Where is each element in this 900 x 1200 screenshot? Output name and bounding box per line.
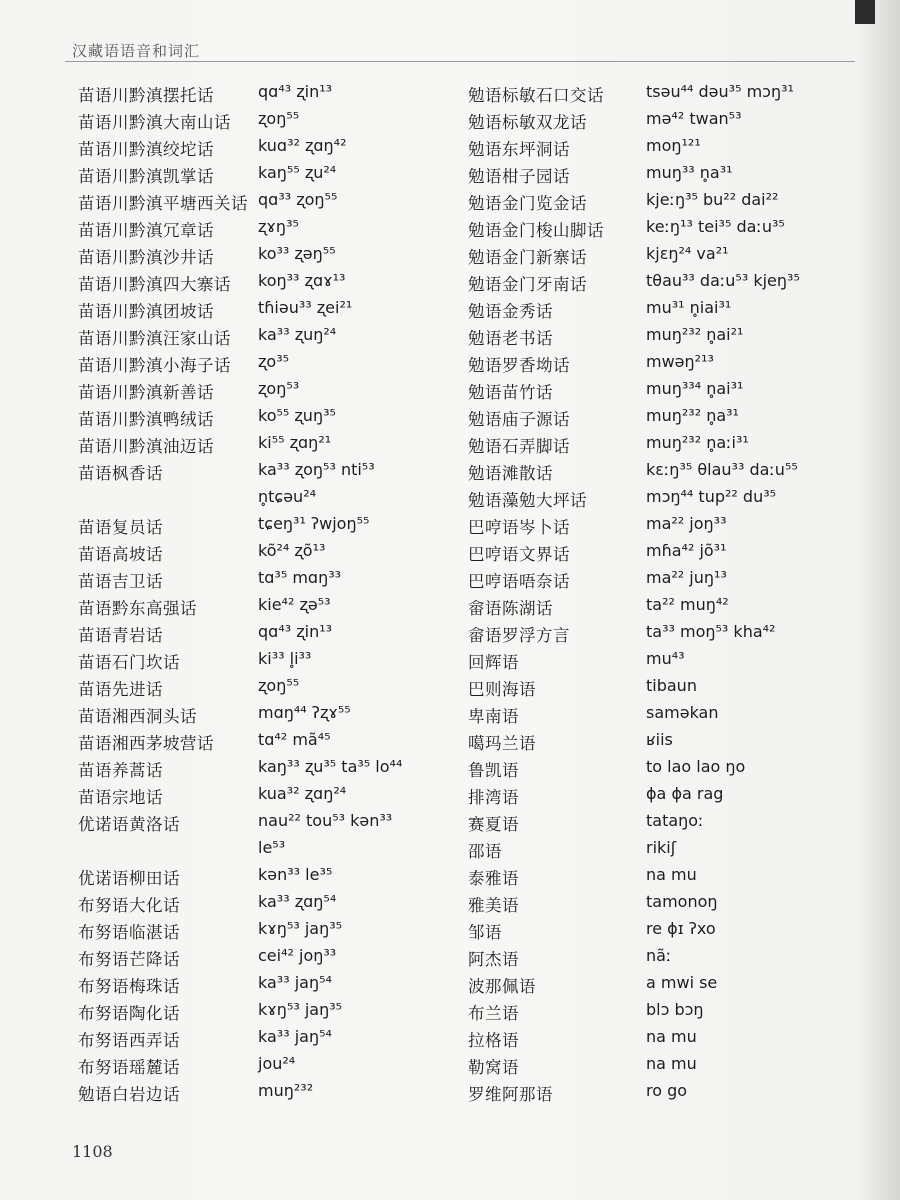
- page-number: 1108: [72, 1142, 113, 1161]
- language-name: 勉语罗香坳话: [468, 356, 570, 375]
- entry-row: [468, 124, 868, 159]
- ipa-form: ʐɤŋ³⁵: [258, 217, 299, 236]
- ipa-form: ka³³ ʐɑŋ⁵⁴: [258, 892, 337, 911]
- language-name: 苗语川黔滇沙井话: [78, 248, 214, 267]
- language-name: 苗语川黔滇鸭绒话: [78, 410, 214, 429]
- entry-row: [78, 583, 458, 618]
- entry-row: [78, 286, 458, 321]
- entry-row: [78, 259, 458, 294]
- language-name: 苗语川黔滇冗章话: [78, 221, 214, 240]
- language-name: 勉语东坪洞话: [468, 140, 570, 159]
- language-name: 赛夏语: [468, 815, 519, 834]
- entry-row: [78, 853, 458, 888]
- entry-row: [78, 772, 458, 807]
- ipa-form: kjeːŋ³⁵ bu²² dai²²: [646, 190, 779, 209]
- ipa-form: jou²⁴: [258, 1054, 296, 1073]
- corner-tab: [855, 0, 875, 24]
- ipa-form: tataŋoː: [646, 811, 704, 830]
- entry-row: [468, 799, 868, 834]
- language-name: 勉语金门梭山脚话: [468, 221, 604, 240]
- ipa-form: mu³¹ n̥iai³¹: [646, 298, 732, 317]
- language-name: 布努语陶化话: [78, 1004, 180, 1023]
- entry-row: [468, 610, 868, 645]
- language-name: 邹语: [468, 923, 502, 942]
- language-name: 苗语青岩话: [78, 626, 163, 645]
- language-name: 布兰语: [468, 1004, 519, 1023]
- language-name: 布努语临湛话: [78, 923, 180, 942]
- entry-row: [78, 205, 458, 240]
- ipa-form: keːŋ¹³ tei³⁵ daːu³⁵: [646, 217, 785, 236]
- entry-row: [78, 691, 458, 726]
- language-name: 勉语白岩边话: [78, 1085, 180, 1104]
- language-name: 排湾语: [468, 788, 519, 807]
- ipa-form: mu⁴³: [646, 649, 685, 668]
- ipa-form: ma²² joŋ³³: [646, 514, 727, 533]
- ipa-form: ta²² muŋ⁴²: [646, 595, 729, 614]
- entry-row: [468, 1042, 868, 1077]
- language-name: 苗语川黔滇小海子话: [78, 356, 231, 375]
- entry-row: [468, 907, 868, 942]
- language-name: 苗语川黔滇团坡话: [78, 302, 214, 321]
- language-name: 苗语先进话: [78, 680, 163, 699]
- language-name: 卑南语: [468, 707, 519, 726]
- ipa-form: saməkan: [646, 703, 719, 722]
- ipa-form: ki³³ l̥i³³: [258, 649, 312, 668]
- ipa-form: mɦa⁴² jõ³¹: [646, 541, 727, 560]
- language-name: 苗语川黔滇大南山话: [78, 113, 231, 132]
- entry-row: [468, 826, 868, 861]
- left-column: [78, 70, 458, 1104]
- ipa-form: ʁiis: [646, 730, 673, 749]
- ipa-form: na mu: [646, 1027, 697, 1046]
- language-name: 勉语滩散话: [468, 464, 553, 483]
- entry-row: [78, 394, 458, 429]
- entry-row: [78, 637, 458, 672]
- language-name: 鲁凯语: [468, 761, 519, 780]
- entry-row: [468, 772, 868, 807]
- entry-row: [468, 745, 868, 780]
- ipa-form: muŋ³³⁴ n̥ai³¹: [646, 379, 744, 398]
- entry-row: [468, 394, 868, 429]
- ipa-form: kɤŋ⁵³ jaŋ³⁵: [258, 1000, 343, 1019]
- language-name: 苗语黔东高强话: [78, 599, 197, 618]
- language-name: 苗语川黔滇汪家山话: [78, 329, 231, 348]
- ipa-form: ki⁵⁵ ʐɑŋ²¹: [258, 433, 332, 452]
- entry-row: [468, 1015, 868, 1050]
- ipa-form: qɑ⁴³ ʐin¹³: [258, 622, 333, 641]
- ipa-form: n̥tɕəu²⁴: [258, 487, 317, 506]
- language-name: 巴则海语: [468, 680, 536, 699]
- ipa-form: kaŋ⁵⁵ ʐu²⁴: [258, 163, 337, 182]
- entry-row: [78, 529, 458, 564]
- ipa-form: nãː: [646, 946, 672, 965]
- language-name: 巴哼语岑卜话: [468, 518, 570, 537]
- entry-row: [78, 988, 458, 1023]
- language-name: 苗语川黔滇四大寨话: [78, 275, 231, 294]
- entry-row: [78, 1042, 458, 1077]
- language-name: 勉语金秀话: [468, 302, 553, 321]
- ipa-form: to lao lao ŋo: [646, 757, 746, 776]
- header-rule: [65, 61, 855, 62]
- entry-row: [78, 880, 458, 915]
- language-name: 苗语川黔滇摆托话: [78, 86, 214, 105]
- ipa-form: muŋ²³² n̥a³¹: [646, 406, 739, 425]
- entry-row: [78, 97, 458, 132]
- language-name: 波那佩语: [468, 977, 536, 996]
- language-name: 巴哼语文界话: [468, 545, 570, 564]
- language-name: 苗语枫香话: [78, 464, 163, 483]
- language-name: 苗语川黔滇凯掌话: [78, 167, 214, 186]
- language-name: 布努语芒降话: [78, 950, 180, 969]
- entry-row: [78, 556, 458, 591]
- language-name: 畲语罗浮方言: [468, 626, 570, 645]
- entry-row: [78, 664, 458, 699]
- entry-row: [78, 1015, 458, 1050]
- ipa-form: moŋ¹²¹: [646, 136, 701, 155]
- ipa-form: ka³³ ʐuŋ²⁴: [258, 325, 337, 344]
- ipa-form: tamonoŋ: [646, 892, 718, 911]
- entry-row: [468, 232, 868, 267]
- ipa-form: kɛːŋ³⁵ θlau³³ daːu⁵⁵: [646, 460, 798, 479]
- language-name: 勉语苗竹话: [468, 383, 553, 402]
- entry-row: [468, 97, 868, 132]
- entry-row: [468, 421, 868, 456]
- ipa-form: ʐoŋ⁵⁵: [258, 676, 300, 695]
- ipa-form: tɕeŋ³¹ ʔwjoŋ⁵⁵: [258, 514, 370, 533]
- language-name: 苗语宗地话: [78, 788, 163, 807]
- entry-row: [468, 637, 868, 672]
- entry-row: [468, 367, 868, 402]
- entry-row: [78, 718, 458, 753]
- language-name: 勉语金门新寨话: [468, 248, 587, 267]
- entry-row: [468, 313, 868, 348]
- entry-row: [468, 475, 868, 510]
- entry-row: [468, 259, 868, 294]
- language-name: 布努语瑶麓话: [78, 1058, 180, 1077]
- right-column: [468, 70, 868, 1104]
- ipa-form: ka³³ jaŋ⁵⁴: [258, 973, 332, 992]
- entry-row: [468, 70, 868, 105]
- entry-row: [468, 853, 868, 888]
- ipa-form: re ɸɪ ʔxo: [646, 919, 716, 938]
- entry-row: [78, 907, 458, 942]
- ipa-form: mɔŋ⁴⁴ tup²² du³⁵: [646, 487, 777, 506]
- language-name: 苗语湘西洞头话: [78, 707, 197, 726]
- ipa-form: ka³³ jaŋ⁵⁴: [258, 1027, 332, 1046]
- running-header: 汉藏语语音和词汇: [72, 42, 201, 60]
- ipa-form: muŋ³³ n̥a³¹: [646, 163, 733, 182]
- language-name: 噶玛兰语: [468, 734, 536, 753]
- ipa-form: ro go: [646, 1081, 688, 1100]
- ipa-form: kua³² ʐɑŋ²⁴: [258, 784, 347, 803]
- entry-row: [78, 232, 458, 267]
- entry-row: [468, 205, 868, 240]
- ipa-form: blɔ bɔŋ: [646, 1000, 704, 1019]
- ipa-form: tɦiəu³³ ʐei²¹: [258, 298, 353, 317]
- entry-row: [78, 70, 458, 105]
- ipa-form: mə⁴² twan⁵³: [646, 109, 742, 128]
- entry-row: [468, 583, 868, 618]
- language-name: 拉格语: [468, 1031, 519, 1050]
- language-name: 布努语梅珠话: [78, 977, 180, 996]
- ipa-form: kõ²⁴ ʐõ¹³: [258, 541, 326, 560]
- language-name: 勉语标敏石口交话: [468, 86, 604, 105]
- ipa-form: ka³³ ʐoŋ⁵³ nti⁵³: [258, 460, 375, 479]
- ipa-form: muŋ²³² n̥aːi³¹: [646, 433, 749, 452]
- language-name: 阿杰语: [468, 950, 519, 969]
- ipa-form: ma²² juŋ¹³: [646, 568, 727, 587]
- ipa-form: ta³³ moŋ⁵³ kha⁴²: [646, 622, 776, 641]
- entry-row: [468, 556, 868, 591]
- entry-row: [78, 367, 458, 402]
- ipa-form: na mu: [646, 1054, 697, 1073]
- language-name: 勉语金门牙南话: [468, 275, 587, 294]
- ipa-form: koŋ³³ ʐɑɤ¹³: [258, 271, 346, 290]
- entry-row: [468, 178, 868, 213]
- language-name: 雅美语: [468, 896, 519, 915]
- language-name: 苗语川黔滇平塘西关话: [78, 194, 248, 213]
- entry-row: [78, 1069, 458, 1104]
- ipa-form: cei⁴² joŋ³³: [258, 946, 337, 965]
- language-name: 勉语藻勉大坪话: [468, 491, 587, 510]
- entry-row: [468, 529, 868, 564]
- entry-row: [78, 448, 458, 483]
- entry-row: [78, 151, 458, 186]
- language-name: 畲语陈湖话: [468, 599, 553, 618]
- entry-row: [78, 961, 458, 996]
- entry-row: [78, 610, 458, 645]
- entry-row: [468, 1069, 868, 1104]
- ipa-form: kaŋ³³ ʐu³⁵ ta³⁵ lo⁴⁴: [258, 757, 403, 776]
- entry-row: [78, 826, 458, 857]
- language-name: 苗语高坡话: [78, 545, 163, 564]
- ipa-form: qɑ⁴³ ʐin¹³: [258, 82, 333, 101]
- language-name: 苗语石门坎话: [78, 653, 180, 672]
- ipa-form: na mu: [646, 865, 697, 884]
- language-name: 邵语: [468, 842, 502, 861]
- entry-row: [78, 475, 458, 506]
- ipa-form: qɑ³³ ʐoŋ⁵⁵: [258, 190, 338, 209]
- language-name: 优诺语黄洛话: [78, 815, 180, 834]
- ipa-form: ɸa ɸa rag: [646, 784, 724, 803]
- ipa-form: ʐoŋ⁵³: [258, 379, 300, 398]
- ipa-form: kie⁴² ʐə⁵³: [258, 595, 331, 614]
- ipa-form: kɤŋ⁵³ jaŋ³⁵: [258, 919, 343, 938]
- language-name: 勉语老书话: [468, 329, 553, 348]
- entry-row: [468, 502, 868, 537]
- language-name: 勉语庙子源话: [468, 410, 570, 429]
- ipa-form: tɑ⁴² mã⁴⁵: [258, 730, 331, 749]
- entry-row: [78, 421, 458, 456]
- entry-row: [468, 961, 868, 996]
- language-name: 巴哼语唔奈话: [468, 572, 570, 591]
- language-name: 勒窝语: [468, 1058, 519, 1077]
- entry-row: [468, 448, 868, 483]
- language-name: 苗语吉卫话: [78, 572, 163, 591]
- ipa-form: nau²² tou⁵³ kən³³: [258, 811, 393, 830]
- language-name: 苗语川黔滇绞坨话: [78, 140, 214, 159]
- language-name: 勉语金门览金话: [468, 194, 587, 213]
- entry-row: [78, 745, 458, 780]
- ipa-form: tɑ³⁵ mɑŋ³³: [258, 568, 342, 587]
- ipa-form: tibaun: [646, 676, 697, 695]
- language-name: 布努语西弄话: [78, 1031, 180, 1050]
- ipa-form: tsəu⁴⁴ dəu³⁵ mɔŋ³¹: [646, 82, 794, 101]
- language-name: 勉语标敏双龙话: [468, 113, 587, 132]
- language-name: 布努语大化话: [78, 896, 180, 915]
- language-name: 苗语川黔滇油迈话: [78, 437, 214, 456]
- language-name: 勉语石弄脚话: [468, 437, 570, 456]
- language-name: 苗语养蒿话: [78, 761, 163, 780]
- language-name: 苗语湘西茅坡营话: [78, 734, 214, 753]
- entry-row: [78, 934, 458, 969]
- language-name: 勉语柑子园话: [468, 167, 570, 186]
- entry-row: [468, 664, 868, 699]
- ipa-form: tθau³³ daːu⁵³ kjeŋ³⁵: [646, 271, 800, 290]
- language-name: 优诺语柳田话: [78, 869, 180, 888]
- ipa-form: rikiʃ: [646, 838, 677, 857]
- ipa-form: le⁵³: [258, 838, 286, 857]
- entry-row: [468, 286, 868, 321]
- entry-row: [78, 124, 458, 159]
- ipa-form: ko⁵⁵ ʐuŋ³⁵: [258, 406, 336, 425]
- entry-row: [468, 151, 868, 186]
- ipa-form: kən³³ le³⁵: [258, 865, 333, 884]
- entry-row: [78, 313, 458, 348]
- entry-row: [78, 178, 458, 213]
- ipa-form: mwəŋ²¹³: [646, 352, 714, 371]
- language-name: 罗维阿那语: [468, 1085, 553, 1104]
- language-name: 泰雅语: [468, 869, 519, 888]
- ipa-form: a mwi se: [646, 973, 718, 992]
- ipa-form: kjɛŋ²⁴ va²¹: [646, 244, 729, 263]
- entry-row: [468, 340, 868, 375]
- ipa-form: kuɑ³² ʐɑŋ⁴²: [258, 136, 347, 155]
- entry-row: [78, 340, 458, 375]
- entry-row: [468, 988, 868, 1023]
- ipa-form: muŋ²³² n̥ai²¹: [646, 325, 744, 344]
- ipa-form: ʐoŋ⁵⁵: [258, 109, 300, 128]
- ipa-form: mɑŋ⁴⁴ ʔʐɤ⁵⁵: [258, 703, 351, 722]
- entry-row: [78, 502, 458, 537]
- entry-row: [468, 934, 868, 969]
- ipa-form: ʐo³⁵: [258, 352, 290, 371]
- entry-row: [468, 691, 868, 726]
- language-name: 苗语川黔滇新善话: [78, 383, 214, 402]
- language-name: 回辉语: [468, 653, 519, 672]
- entry-row: [468, 880, 868, 915]
- ipa-form: muŋ²³²: [258, 1081, 314, 1100]
- entry-row: [468, 718, 868, 753]
- ipa-form: ko³³ ʐəŋ⁵⁵: [258, 244, 336, 263]
- language-name: 苗语复员话: [78, 518, 163, 537]
- entry-row: [78, 799, 458, 834]
